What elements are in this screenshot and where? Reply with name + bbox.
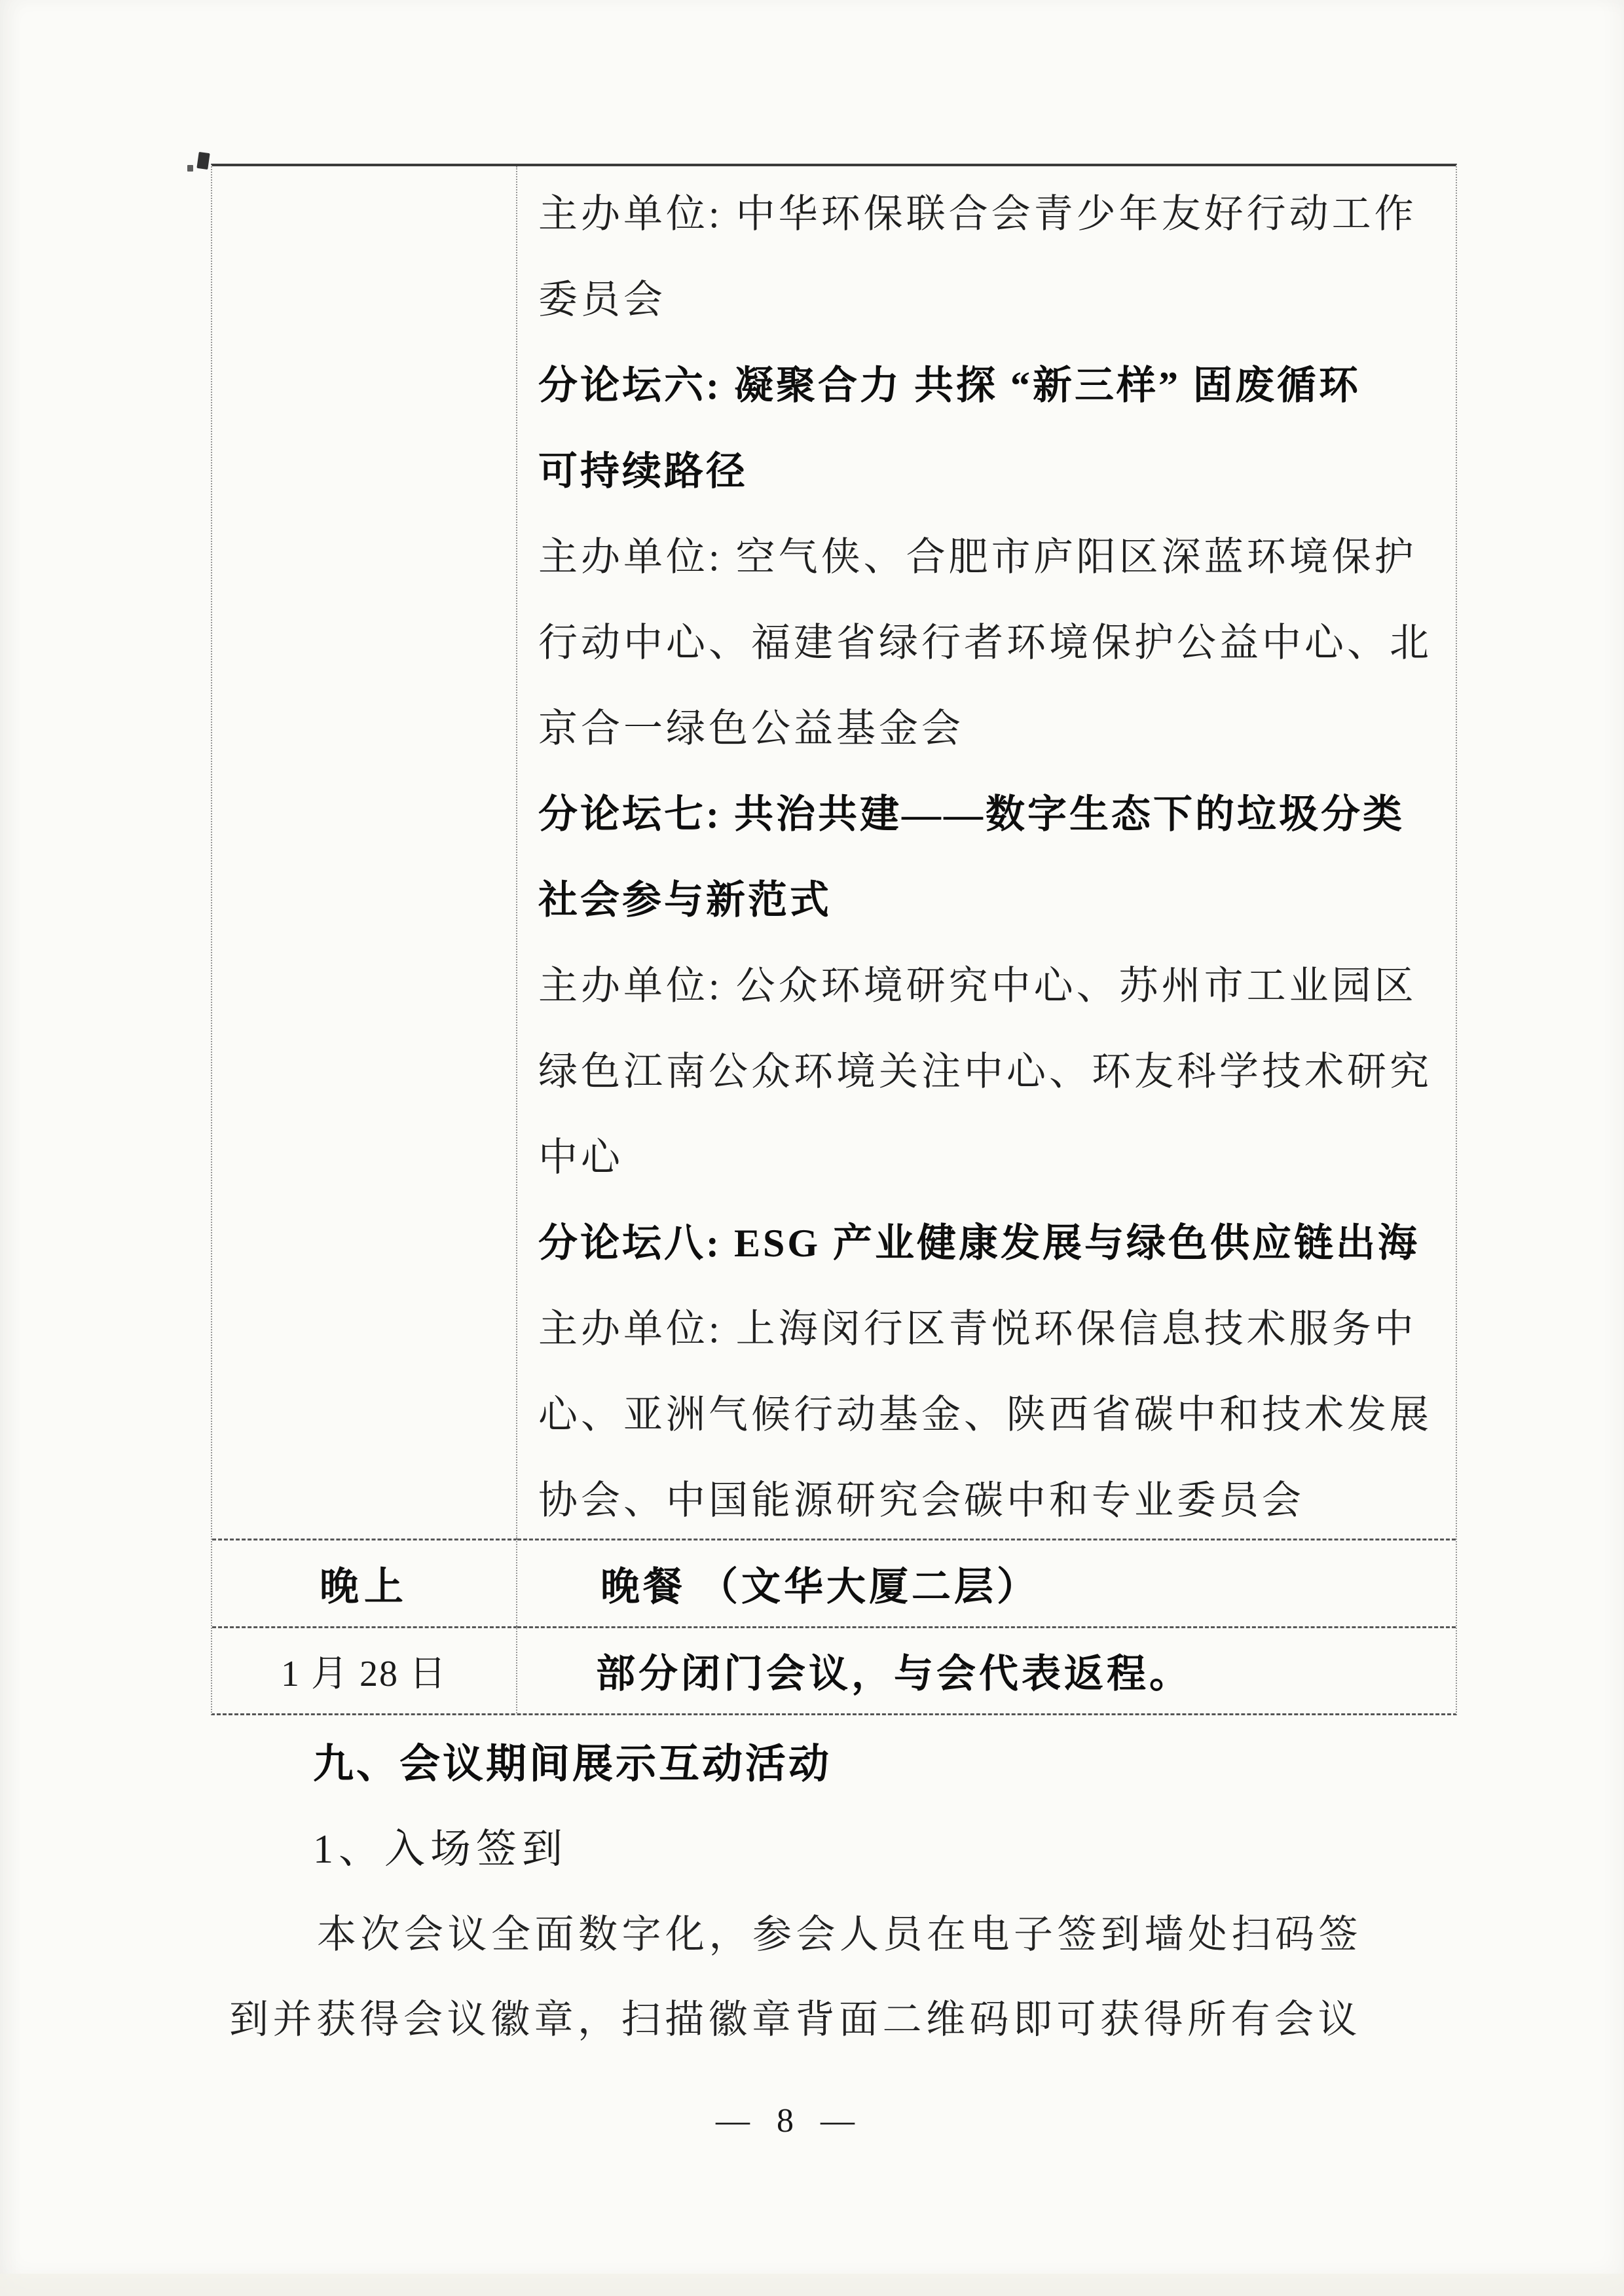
forum-line: 中心: [538, 1136, 623, 1179]
forum-line: 协会、中国能源研究会碳中和专业委员会: [538, 1479, 1304, 1522]
table-cell-forum-list: [517, 166, 1456, 1539]
forum-title-line: 分论坛八: ESG 产业健康发展与绿色供应链出海: [538, 1222, 1420, 1265]
forum-line: 绿色江南公众环境关注中心、环友科学技术研究: [538, 1050, 1432, 1093]
evening-label: 晚上: [320, 1565, 409, 1609]
scan-blemish: [196, 152, 210, 170]
closing-text: 部分闭门会议，与会代表返程。: [596, 1652, 1192, 1696]
table-cell-closing: [517, 1626, 1456, 1713]
dinner-text: 晚餐 （文华大厦二层）: [600, 1565, 1039, 1609]
page-number: — 8 —: [716, 2102, 864, 2140]
forum-title-line: 社会参与新范式: [538, 879, 832, 922]
forum-line: 委员会: [538, 278, 666, 321]
paragraph-line-2: 到并获得会议徽章，扫描徽章背面二维码即可获得所有会议: [229, 1998, 1361, 2041]
forum-title-line: 可持续路径: [538, 450, 748, 493]
scan-blemish-small: [187, 165, 193, 172]
table-cell-evening: [212, 1539, 517, 1626]
section-heading-nine: 九、会议期间展示互动活动: [313, 1742, 832, 1787]
forum-line: 京合一绿色公益基金会: [538, 707, 964, 750]
table-cell-dinner: [517, 1539, 1456, 1626]
forum-line: 主办单位: 空气侠、合肥市庐阳区深蓝环境保护: [538, 536, 1417, 579]
forum-line: 主办单位: 公众环境研究中心、苏州市工业园区: [538, 964, 1417, 1008]
forum-line: 心、亚洲气候行动基金、陕西省碳中和技术发展: [538, 1393, 1432, 1436]
forum-title-line: 分论坛六: 凝聚合力 共探 “新三样” 固废循环: [538, 364, 1361, 407]
paragraph-line-1: 本次会议全面数字化，参会人员在电子签到墙处扫码签: [317, 1913, 1362, 1956]
date-label: 1 月 28 日: [281, 1654, 447, 1694]
table-cell-empty: [212, 166, 517, 1539]
forum-line: 主办单位: 上海闵行区青悦环保信息技术服务中: [538, 1307, 1417, 1351]
forum-line: 行动中心、福建省绿行者环境保护公益中心、北: [538, 621, 1432, 665]
subsection-heading-signin: 1、入场签到: [313, 1827, 568, 1872]
forum-title-line: 分论坛七: 共治共建——数字生态下的垃圾分类: [538, 793, 1405, 836]
agenda-table: [211, 164, 1457, 1715]
forum-line: 主办单位: 中华环保联合会青少年友好行动工作: [538, 192, 1417, 236]
table-cell-date: [212, 1626, 517, 1713]
